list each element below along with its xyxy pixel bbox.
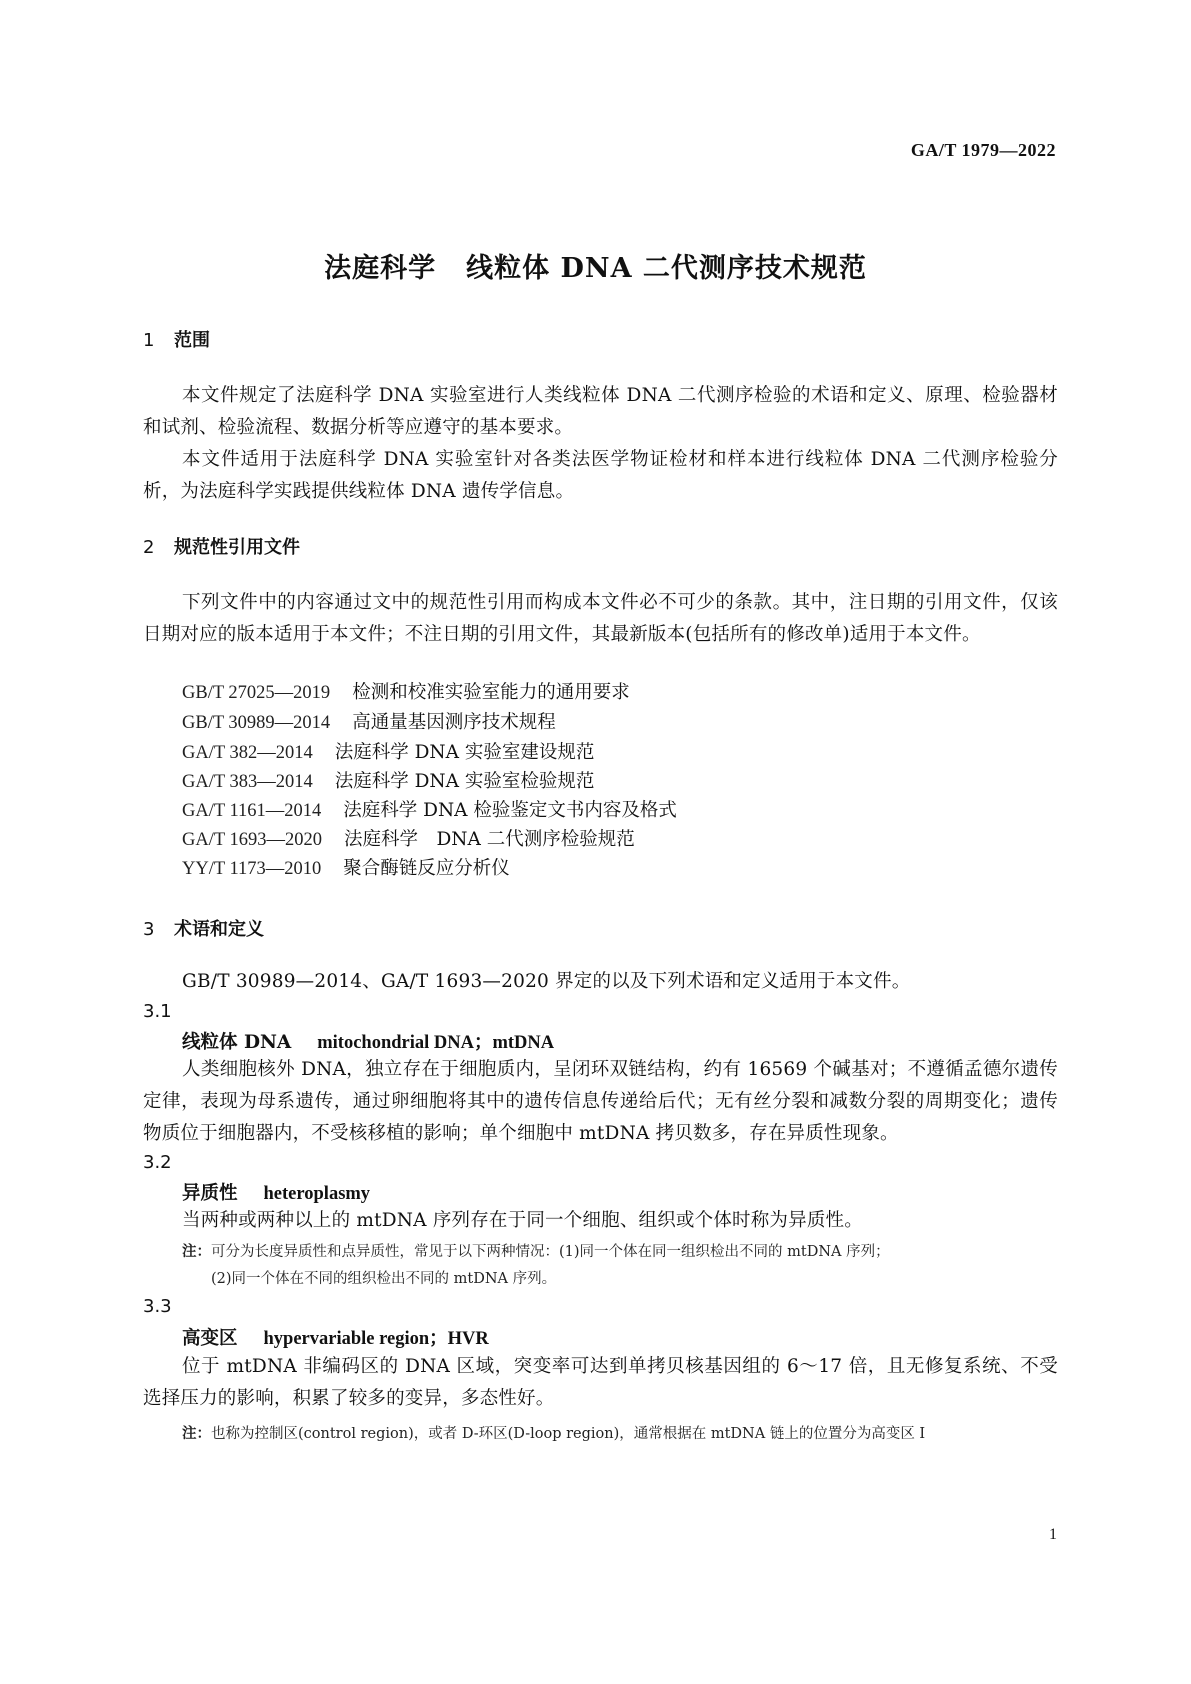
reference-code: GB/T 27025—2019 — [182, 683, 331, 703]
section-number: 2 — [143, 537, 155, 558]
clause-number: 3.1 — [143, 1001, 172, 1022]
section-1-paragraph-1: 本文件规定了法庭科学 DNA 实验室进行人类线粒体 DNA 二代测序检验的术语和定义、原理、检验器材和试剂、检验流程、数据分析等应遵守的基本要求。 — [143, 385, 1058, 438]
reference-code: GA/T 1161—2014 — [182, 801, 322, 821]
page-number: 1 — [1049, 1526, 1057, 1543]
standard-number: GA/T 1979—2022 — [910, 140, 1056, 160]
reference-title: 法庭科学 DNA 实验室检验规范 — [334, 771, 595, 792]
note-continuation: (2)同一个体在不同的组织检出不同的 mtDNA 序列。 — [211, 1271, 557, 1287]
reference-title: 法庭科学 DNA 检验鉴定文书内容及格式 — [343, 800, 677, 821]
term-chinese: 线粒体 DNA — [182, 1032, 292, 1053]
term-note — [182, 1420, 1058, 1448]
clause-number: 3.2 — [143, 1152, 172, 1173]
note-text: 可分为长度异质性和点异质性，常见于以下两种情况：(1)同一个体在同一组织检出不同的 mtDNA 序列； — [211, 1244, 890, 1260]
reference-code: GA/T 1693—2020 — [182, 830, 322, 850]
term-note — [182, 1238, 1058, 1293]
section-1-heading — [143, 326, 210, 352]
section-number: 1 — [143, 330, 155, 351]
reference-code: GA/T 383—2014 — [182, 772, 313, 792]
term-heading — [182, 1028, 554, 1054]
title-part-1: 法庭科学 — [324, 253, 437, 284]
term-english: heteroplasmy — [263, 1184, 371, 1204]
section-title: 规范性引用文件 — [174, 537, 300, 558]
reference-title: 法庭科学 DNA 二代测序检验规范 — [343, 829, 635, 850]
reference-item — [182, 738, 594, 764]
reference-title: 高通量基因测序技术规程 — [352, 712, 556, 733]
term-definition: 位于 mtDNA 非编码区的 DNA 区域，突变率可达到单拷贝核基因组的 6～17 倍，且无修复系统、不受选择压力的影响，积累了较多的变异，多态性好。 — [143, 1356, 1058, 1409]
title-part-2: 线粒体 DNA 二代测序技术规范 — [466, 253, 867, 284]
term-english: hypervariable region；HVR — [263, 1329, 489, 1349]
term-english: mitochondrial DNA；mtDNA — [317, 1033, 555, 1053]
term-definition: 人类细胞核外 DNA，独立存在于细胞质内，呈闭环双链结构，约有 16569 个碱基对；不遵循孟德尔遗传定律，表现为母系遗传，通过卵细胞将其中的遗传信息传递给后代；无有丝分裂和减数分裂的周期变化；遗传物质位于细胞器内，不受核移植的影响；单个细胞中 mtDNA 拷贝数多，存在异质性现象。 — [143, 1059, 1058, 1144]
section-title: 范围 — [174, 330, 210, 351]
section-2-heading — [143, 533, 300, 559]
reference-code: GB/T 30989—2014 — [182, 713, 331, 733]
term-definition: 当两种或两种以上的 mtDNA 序列存在于同一个细胞、组织或个体时称为异质性。 — [182, 1210, 863, 1231]
note-text: 也称为控制区(control region)，或者 D-环区(D-loop region)，通常根据在 mtDNA 链上的位置分为高变区 I — [211, 1426, 926, 1442]
reference-code: YY/T 1173—2010 — [182, 859, 322, 879]
section-number: 3 — [143, 919, 155, 940]
reference-item — [182, 825, 635, 851]
term-chinese: 高变区 — [182, 1328, 238, 1349]
note-label: 注： — [182, 1425, 211, 1442]
section-3-heading — [143, 915, 264, 941]
reference-title: 检测和校准实验室能力的通用要求 — [352, 682, 630, 703]
reference-item — [182, 796, 677, 822]
reference-item — [182, 678, 630, 704]
term-chinese: 异质性 — [182, 1183, 238, 1204]
reference-item — [182, 854, 510, 880]
reference-code: GA/T 382—2014 — [182, 743, 313, 763]
note-label: 注： — [182, 1243, 211, 1260]
document-title — [0, 246, 1191, 285]
section-1-paragraph-2: 本文件适用于法庭科学 DNA 实验室针对各类法医学物证检材和样本进行线粒体 DNA 二代测序检验分析，为法庭科学实践提供线粒体 DNA 遗传学信息。 — [143, 449, 1058, 502]
term-heading — [182, 1179, 370, 1205]
section-title: 术语和定义 — [174, 919, 264, 940]
reference-title: 法庭科学 DNA 实验室建设规范 — [334, 742, 595, 763]
clause-number: 3.3 — [143, 1296, 172, 1317]
reference-item — [182, 767, 594, 793]
reference-item — [182, 708, 556, 734]
section-3-intro: GB/T 30989—2014、GA/T 1693—2020 界定的以及下列术语和定义适用于本文件。 — [182, 971, 911, 992]
section-2-intro: 下列文件中的内容通过文中的规范性引用而构成本文件必不可少的条款。其中，注日期的引用文件，仅该日期对应的版本适用于本文件；不注日期的引用文件，其最新版本(包括所有的修改单)适用于本文件。 — [143, 592, 1058, 645]
reference-title: 聚合酶链反应分析仪 — [343, 858, 510, 879]
term-heading — [182, 1324, 489, 1350]
